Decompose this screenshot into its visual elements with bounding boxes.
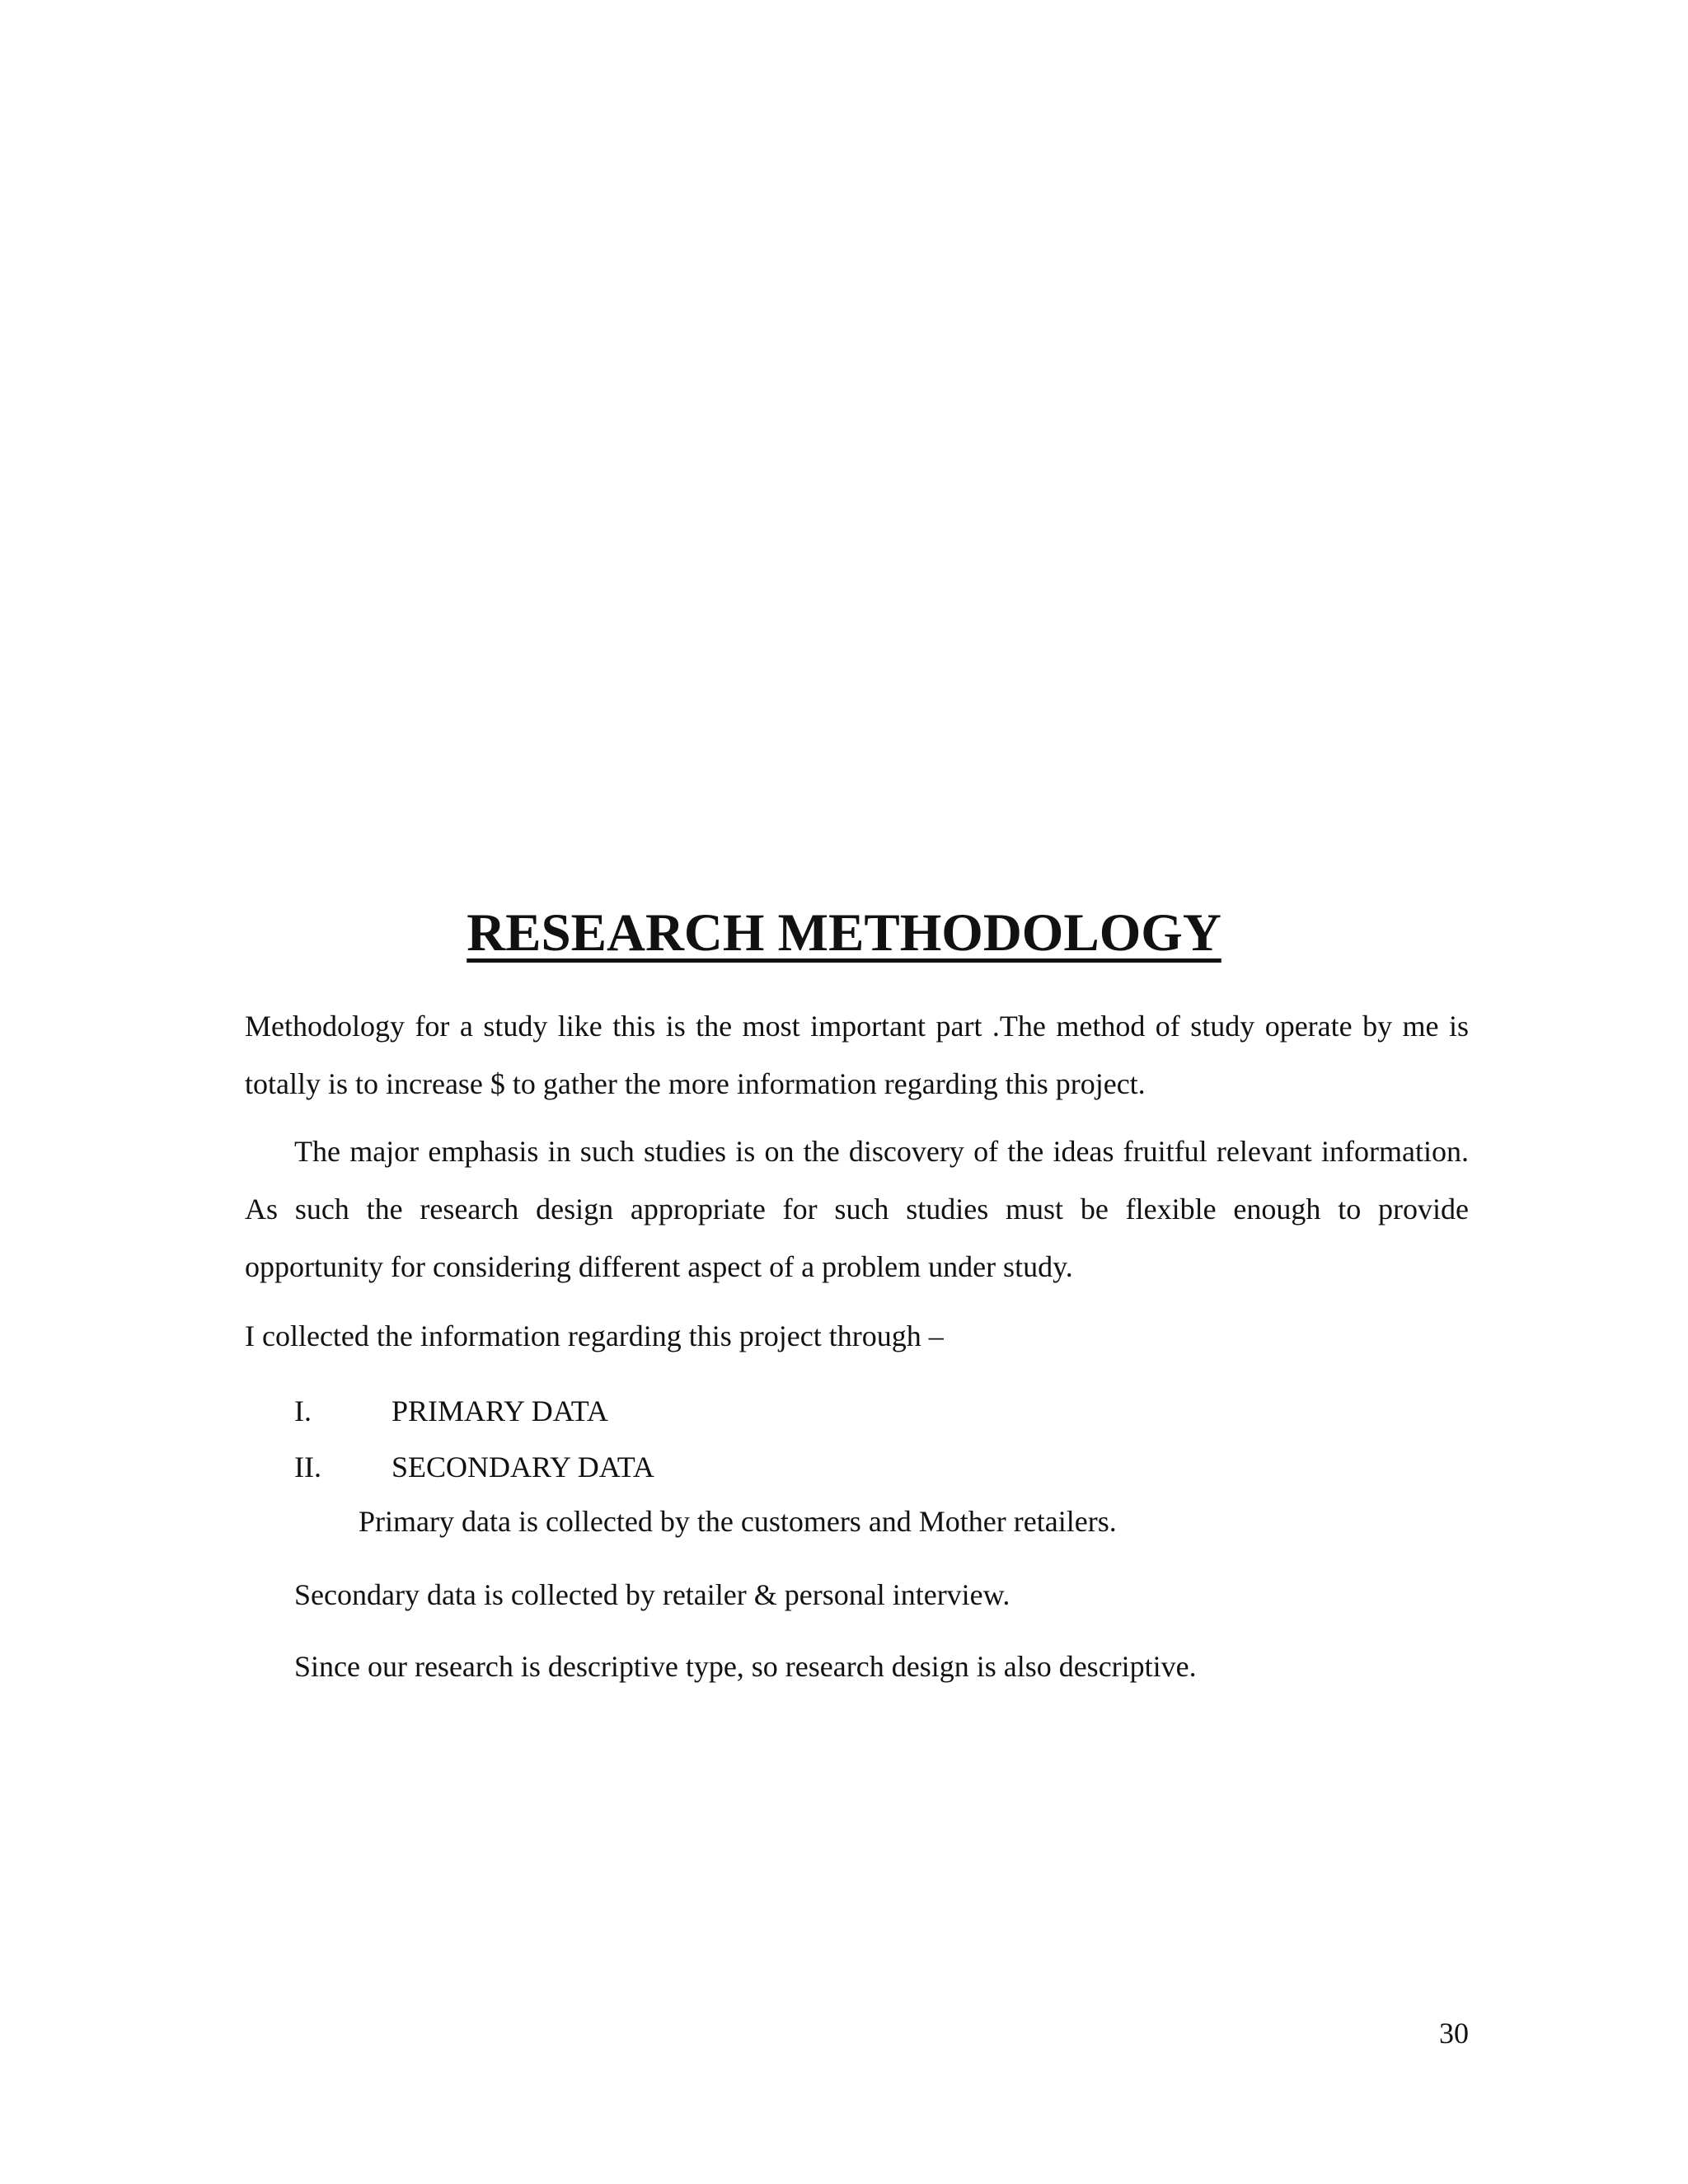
list-item-text: SECONDARY DATA <box>392 1451 654 1483</box>
research-design-note: Since our research is descriptive type, so research design is also descriptive. <box>294 1650 1197 1683</box>
list-item-number: I. <box>294 1394 312 1427</box>
page-heading <box>0 900 1688 966</box>
list-item-text: PRIMARY DATA <box>392 1394 608 1427</box>
primary-data-note: Primary data is collected by the customers and Mother retailers. <box>359 1505 1117 1538</box>
collected-paragraph: I collected the information regarding this project through – <box>245 1319 944 1352</box>
heading-text: RESEARCH METHODOLOGY <box>467 903 1221 963</box>
emphasis-paragraph: The major emphasis in such studies is on the discovery of the ideas fruitful relevant information. As such the research design appropriate for such studies must be flexible enough to provide opportunity for considering different aspect of a problem under study. <box>245 1135 1469 1283</box>
intro-paragraph: Methodology for a study like this is the most important part .The method of study operate by me is totally is to increase $ to gather the more information regarding this project. <box>245 1010 1469 1100</box>
secondary-data-note: Secondary data is collected by retailer & personal interview. <box>294 1578 1010 1611</box>
page-number: 30 <box>1439 2017 1469 2050</box>
list-item-number: II. <box>294 1451 321 1483</box>
